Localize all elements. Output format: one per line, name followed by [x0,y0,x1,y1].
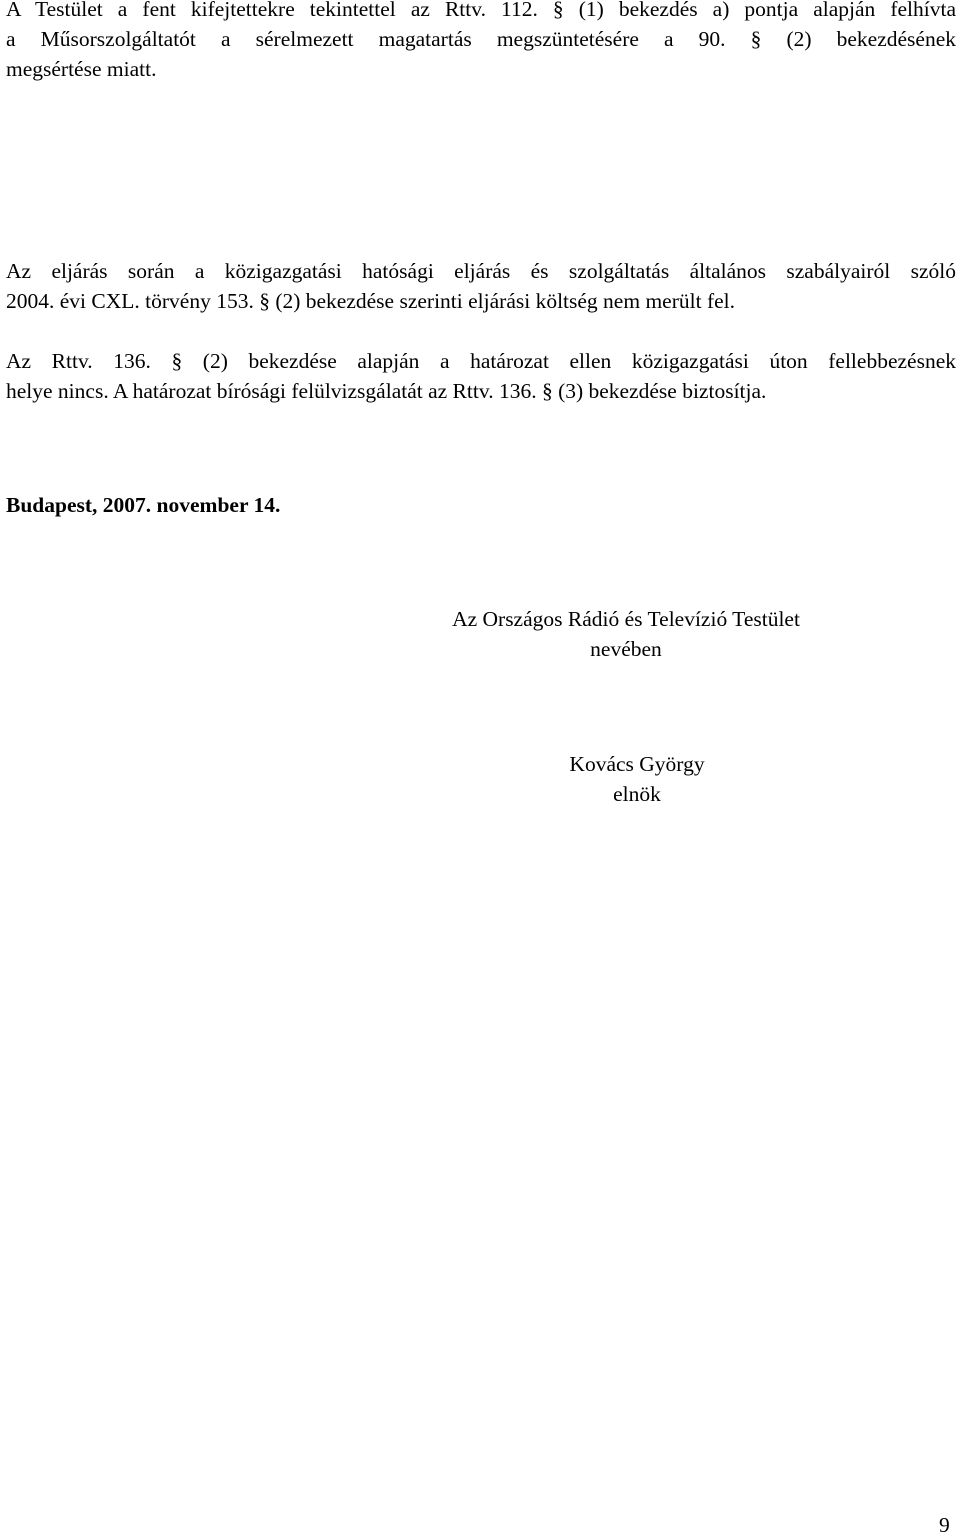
paragraph-line: helye nincs. A határozat bírósági felülvizsgálatát az Rttv. 136. § (3) bekezdése biztosítja. [6,379,767,403]
signature-organization [416,604,836,664]
date-line: Budapest, 2007. november 14. [6,493,281,517]
signature-person [427,749,847,809]
paragraph-line: 2004. évi CXL. törvény 153. § (2) bekezdése szerinti eljárási költség nem merült fel. [6,289,735,313]
paragraph-line: Az eljárás során a közigazgatási hatósági eljárás és szolgáltatás általános szabályairól szóló [6,259,956,283]
signature-org-line: nevében [590,637,662,661]
paragraph-line: A Testület a fent kifejtettekre tekintettel az Rttv. 112. § (1) bekezdés a) pontja alapján felhívta [6,0,956,21]
paragraph-appeal [6,346,956,406]
paragraph-line: a Műsorszolgáltatót a sérelmezett magatartás megszüntetésére a 90. § (2) bekezdésének [6,27,956,51]
paragraph-procedure-cost [6,256,956,316]
signatory-name: Kovács György [569,752,705,776]
signature-org-line: Az Országos Rádió és Televízió Testület [452,607,800,631]
paragraph-line: megsértése miatt. [6,57,157,81]
signatory-title: elnök [613,782,661,806]
paragraph-summons [6,0,956,84]
paragraph-line: Az Rttv. 136. § (2) bekezdése alapján a határozat ellen közigazgatási úton fellebbezésnek [6,349,956,373]
page-number: 9 [939,1513,950,1537]
